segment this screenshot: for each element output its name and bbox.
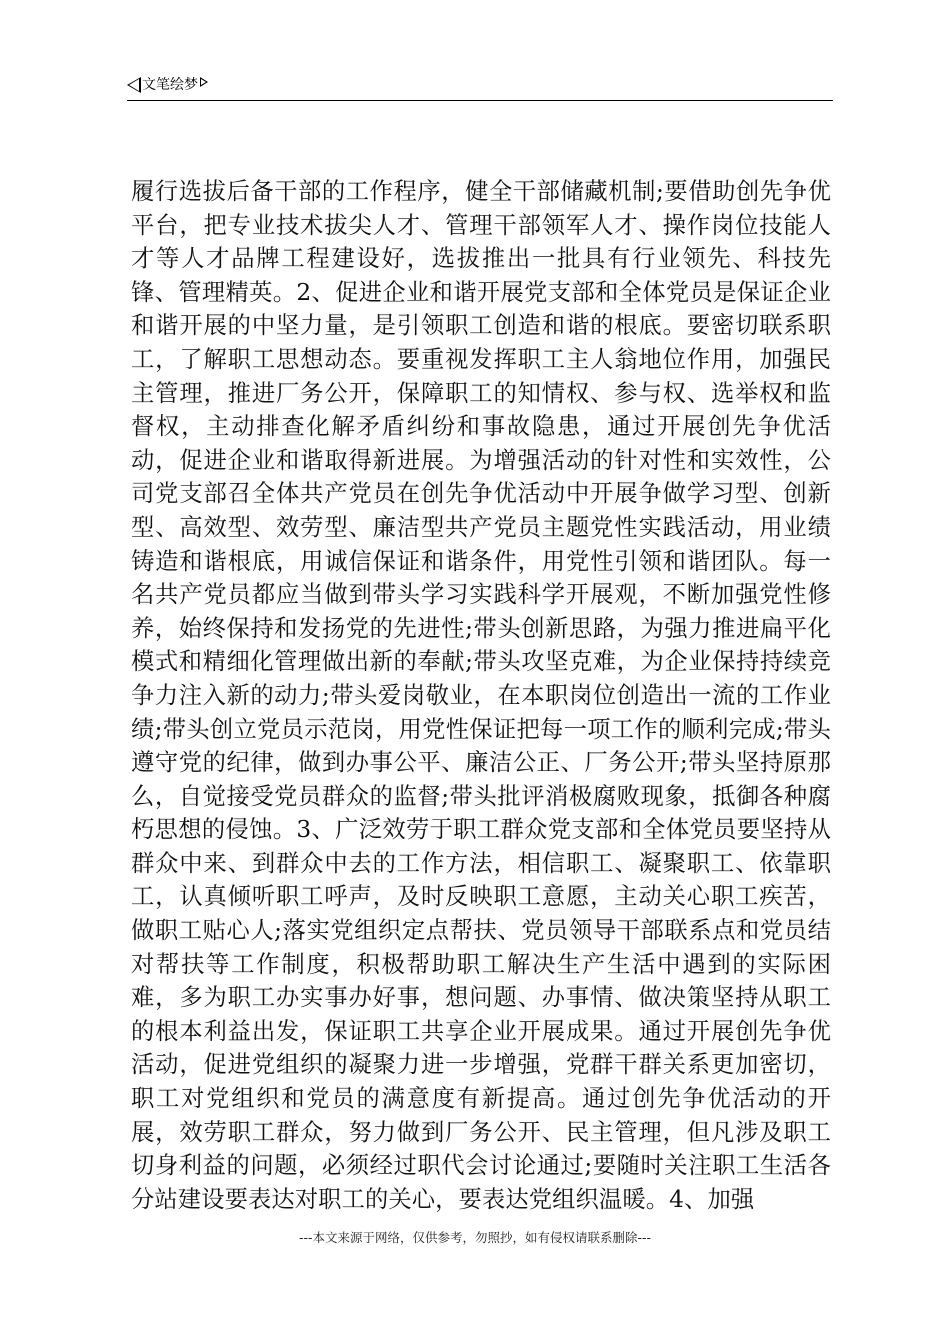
- page-header: [127, 72, 833, 101]
- right-triangle-icon: [200, 77, 208, 87]
- header-title: 文笔绘梦: [142, 77, 198, 93]
- document-body-text: 履行选拔后备干部的工作程序，健全干部储藏机制;要借助创先争优平台，把专业技术拔尖人才、管理干部领军人才、操作岗位技能人才等人才品牌工程建设好，选拔推出一批具有行业领先、科技先锋、管理精英。2、促进企业和谐开展党支部和全体党员是保证企业和谐开展的中坚力量，是引领职工创造和谐的根底。要密切联系职工，了解职工思想动态。要重视发挥职工主人翁地位作用，加强民主管理，推进厂务公开，保障职工的知情权、参与权、选举权和监督权，主动排查化解矛盾纠纷和事故隐患，通过开展创先争优活动，促进企业和谐取得新进展。为增强活动的针对性和实效性，公司党支部召全体共产党员在创先争优活动中开展争做学习型、创新型、高效型、效劳型、廉洁型共产党员主题党性实践活动，用业绩铸造和谐根底，用诚信保证和谐条件，用党性引领和谐团队。每一名共产党员都应当做到带头学习实践科学开展观，不断加强党性修养，始终保持和发扬党的先进性;带头创新思路，为强力推进扁平化模式和精细化管理做出新的奉献;带头攻坚克难，为企业保持持续竞争力注入新的动力;带头爱岗敬业，在本职岗位创造出一流的工作业绩;带头创立党员示范岗，用党性保证把每一项工作的顺利完成;带头遵守党的纪律，做到办事公平、廉洁公正、厂务公开;带头坚持原那么，自觉接受党员群众的监督;带头批评消极腐败现象，抵御各种腐朽思想的侵蚀。3、广泛效劳于职工群众党支部和全体党员要坚持从群众中来、到群众中去的工作方法，相信职工、凝聚职工、依靠职工，认真倾听职工呼声，及时反映职工意愿，主动关心职工疾苦，做职工贴心人;落实党组织定点帮扶、党员领导干部联系点和党员结对帮扶等工作制度，积极帮助职工解决生产生活中遇到的实际困难，多为职工办实事办好事，想问题、办事情、做决策坚持从职工的根本利益出发，保证职工共享企业开展成果。通过开展创先争优活动，促进党组织的凝聚力进一步增强，党群干群关系更加密切，职工对党组织和党员的满意度有新提高。通过创先争优活动的开展，效劳职工群众，努力做到厂务公开、民主管理，但凡涉及职工切身利益的问题，必须经过职代会讨论通过;要随时关注职工生活各分站建设要表达对职工的关心，要表达党组织温暖。4、加强: [131, 178, 831, 1213]
- footer-disclaimer: ---本文来源于网络，仅供参考，勿照抄，如有侵权请联系删除---: [298, 1230, 652, 1245]
- header-brand: [127, 76, 208, 94]
- left-triangle-icon: [127, 77, 141, 93]
